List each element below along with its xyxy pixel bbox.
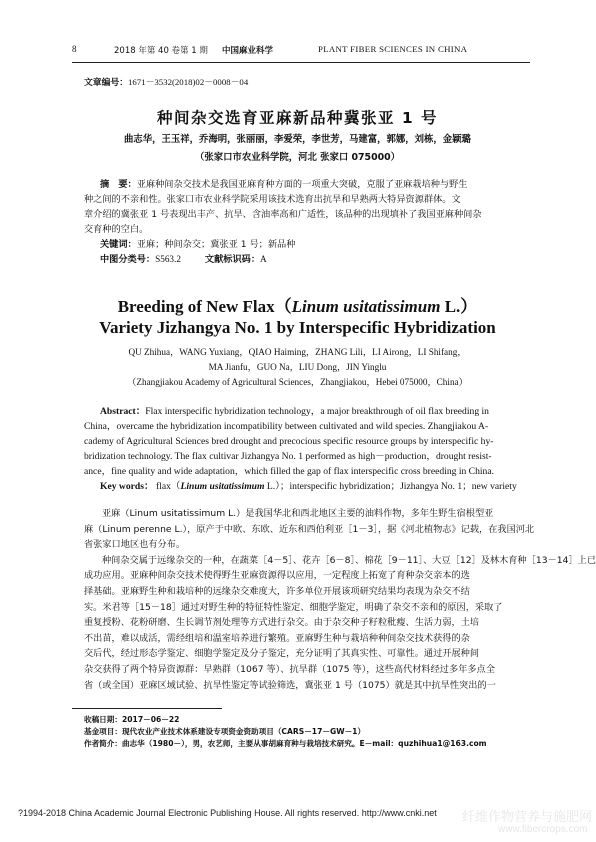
journal-issue: 2018 年第 40 卷第 1 期: [114, 46, 208, 56]
body-line: 种间杂交属于远缘杂交的一种，在蔬菜［4－5］、花卉［6－8］、棉花［9－11］、大豆［12］及林木育种［13－14］上已: [102, 554, 596, 566]
title-zh: 种间杂交选育亚麻新品种冀张亚 1 号: [156, 109, 439, 127]
abstract-en-line: bridization technology. The flax cultivar Jizhangya No. 1 performed as high－production，drought resist-: [84, 451, 492, 462]
abstract-zh-line: 章介绍的冀张亚 1 号表现出丰产、抗旱、含油率高和广适性，该品种的出现填补了我国亚麻种间杂: [84, 209, 482, 220]
body-line: 重复授粉、花粉研磨、生长调节剂处理等方式进行杂交。由于杂交种子籽粒秕瘦、生活力弱，土培: [84, 617, 480, 629]
article-number-label: 文章编号：: [84, 78, 128, 88]
keywords-en-label: Key words：: [100, 481, 154, 492]
doc-code-label: 文献标识码：: [204, 254, 261, 265]
header-rule: [72, 62, 530, 63]
classification: [84, 252, 524, 267]
affiliation-zh: （张家口市农业科学院，河北 张家口 075000）: [194, 152, 401, 163]
abstract-zh-label: 摘 要：: [100, 179, 137, 190]
footnote-funding: 基金项目：现代农业产业技术体系建设专项资金资助项目（CARS－17－GW－1）: [84, 727, 366, 736]
abstract-en-line: China，overcame the hybridization incompatibility between cultivated and wild species. Zhangjiakou A-: [84, 421, 489, 432]
footnotes: [84, 714, 524, 750]
body-line: 省（或全国）亚麻区域试验、抗旱性鉴定等试验筛选，冀张亚 1 号（1075）就是其中抗旱性突出的一: [84, 679, 496, 691]
authors-en: QU Zhihua，WANG Yuxiang，QIAO Haiming，ZHANG Lili，LI Airong，LI Shifang，: [128, 347, 467, 357]
footnote-received: 收稿日期：2017－06－22: [84, 715, 180, 724]
abstract-en-line: ance，fine quality and wide adaptation，which filled the gap of flax interspecific cross breeding in China.: [84, 466, 494, 477]
body-line: 麻（Linum perenne L.），原产于中欧、东欧、近东和西伯利亚［1－3］，据《河北植物志》记载，在我国河北: [84, 523, 535, 535]
abstract-zh-line: 种之间的不亲和性。张家口市农业科学院采用该技术选育出抗旱和早熟两大特异资源群体。文: [84, 194, 461, 205]
article-number: [84, 75, 248, 88]
affiliation-en: （Zhangjiakou Academy of Agricultural Sciences，Zhangjiakou，Hebei 075000，China）: [127, 377, 468, 387]
running-header: [72, 44, 530, 58]
doc-code-value: A: [260, 254, 267, 264]
title-en-line2: Variety Jizhangya No. 1 by Interspecific Hybridization: [99, 318, 496, 337]
page-number: 8: [72, 44, 77, 54]
article-number-value: 1671－3532(2018)02－0008－04: [128, 77, 249, 87]
footnote-rule: [72, 708, 222, 709]
watermark-zh: 纤维作物营养与施肥网: [462, 810, 593, 825]
abstract-zh: [84, 177, 524, 267]
abstract-en-label: Abstract：: [100, 406, 146, 417]
body-line: 择基础。亚麻野生种和栽培种的远缘杂交难度大，许多单位开展该项研究结果均表现为杂交不结: [84, 585, 470, 597]
keywords-zh: [84, 237, 524, 252]
footnote-author: 作者简介：曲志华（1980－），男，农艺师，主要从事胡麻育种与栽培技术研究。E－mail：quzhihua1@163.com: [84, 739, 487, 748]
body-line: 不出苗，难以成活，需经组培和温室培养进行繁殖。亚麻野生种与栽培种种间杂交技术获得的杂: [84, 632, 470, 644]
keywords-en: Key words： flax（Linum usitatissimum L.）；interspecific hybridization；Jizhangya No. 1；new variety: [100, 481, 517, 492]
body-line: 成功应用。亚麻种间杂交技术使得野生亚麻资源得以应用，一定程度上拓宽了育种杂交亲本的选: [84, 570, 470, 582]
journal-name-en: PLANT FIBER SCIENCES IN CHINA: [318, 44, 468, 54]
abstract-zh-line: 摘 要：亚麻种间杂交技术是我国亚麻育种方面的一项重大突破，克服了亚麻栽培种与野生: [100, 179, 468, 190]
clc-value: S563.2: [155, 254, 181, 264]
title-en-species: Linum usitatissimum: [291, 297, 441, 316]
abstract-zh-line: 交育种的空白。: [84, 224, 149, 235]
abstract-en-line: cademy of Agricultural Sciences bred drought and precocious specific resource groups by interspecific hy-: [84, 436, 494, 447]
clc-label: 中图分类号：: [100, 254, 156, 265]
abstract-en-line: Abstract：Flax interspecific hybridization technology，a major breakthrough of oil flax breeding in: [100, 406, 489, 417]
keywords-zh-value: 亚麻；种间杂交；冀张亚 1 号；新品种: [136, 239, 296, 250]
keywords-zh-label: 关键词：: [100, 239, 137, 250]
body-line: 交后代，经过形态学鉴定、细胞学鉴定及分子鉴定，充分证明了其真实性、可靠性。通过开展种间: [84, 648, 480, 660]
abstract-en: [84, 404, 524, 494]
watermark-url: www.fibercrops.com: [498, 824, 588, 835]
authors-zh: 曲志华，王玉祥，乔海明，张丽丽，李爱荣，李世芳，马建富，郭娜，刘栋，金颖璐: [124, 134, 471, 145]
copyright-line: ?1994-2018 China Academic Journal Electronic Publishing House. All rights reserved. http://www.cnki.net: [18, 808, 437, 818]
body-line: 杂交获得了两个特异资源群：早熟群（1067 等）、抗旱群（1075 等），这些高代材料经过多年多点全: [84, 663, 495, 675]
body-line: 省张家口地区也有分布。: [84, 539, 186, 551]
body-text: [84, 506, 596, 693]
journal-name-zh: 中国麻业科学: [222, 46, 274, 56]
authors-en: MA Jianfu，GUO Na，LIU Dong，JIN Yinglu: [208, 362, 387, 372]
title-en-line1: Breeding of New Flax（Linum usitatissimum L.）: [117, 297, 478, 316]
body-line: 实。米君等［15－18］通过对野生种的特征特性鉴定、细胞学鉴定，明确了杂交不亲和的原因，采取了: [84, 601, 503, 613]
body-line: 亚麻（Linum usitatissimum L.）是我国华北和西北地区主要的油料作物，多年生野生宿根型亚: [102, 508, 494, 519]
